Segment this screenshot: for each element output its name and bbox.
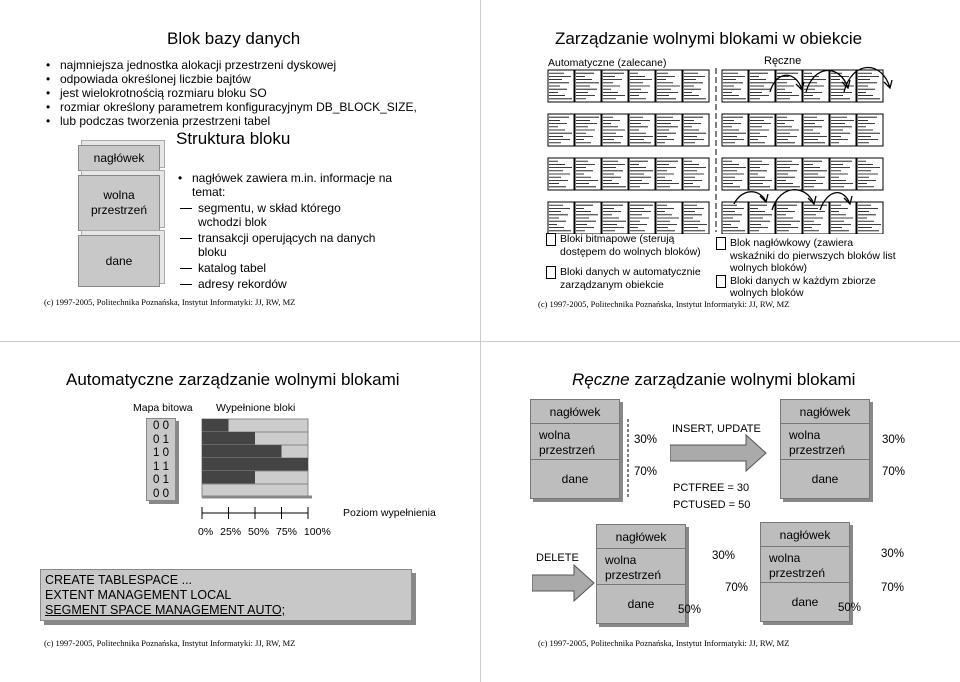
block-free-space: wolna przestrzeń (531, 424, 619, 460)
blocks-diagram (544, 64, 904, 234)
sql-line: CREATE TABLESPACE ... (45, 573, 193, 587)
footer: (c) 1997-2005, Politechnika Poznańska, Instytut Informatyki: JJ, RW, MZ (44, 297, 296, 307)
sql-line: EXTENT MANAGEMENT LOCAL (45, 588, 232, 602)
slide-title: Automatyczne zarządzanie wolnymi blokami (66, 370, 400, 389)
note-item: Bloki danych w automatycznie zarządzanym obiekcie (546, 266, 711, 291)
block-free-space: wolna przestrzeń (761, 547, 849, 583)
axis-tick: 0% (198, 526, 214, 538)
sql-box (40, 569, 412, 621)
pct-free: 30% (882, 434, 906, 446)
delete-label: DELETE (536, 552, 579, 564)
pct-threshold: 50% (838, 602, 862, 614)
block-data: dane (561, 472, 589, 486)
bitmap-row: 0 0 (153, 420, 169, 432)
block-header: nagłówek (78, 145, 160, 171)
bitmap-row: 1 0 (153, 447, 169, 459)
block-free-space: wolna przestrzeń (597, 549, 685, 585)
block-after-delete (596, 524, 686, 624)
note-item: Blok nagłówkowy (zawiera wskaźniki do pierwszych bloków list wolnych bloków) (716, 237, 896, 275)
block-header: nagłówek (761, 523, 849, 547)
block-after-insert (780, 399, 870, 499)
bracket-lines (626, 419, 636, 499)
block-free-space: wolna przestrzeń (78, 175, 160, 231)
block-final (760, 522, 850, 622)
axis-tick: 75% (275, 526, 297, 538)
fill-levels-chart (190, 413, 340, 543)
axis-tick: 50% (248, 526, 270, 538)
pct-used: 70% (882, 466, 906, 478)
fill-bar (202, 458, 308, 471)
bitmap-label: Mapa bitowa (133, 402, 193, 414)
footer: (c) 1997-2005, Politechnika Poznańska, Instytut Informatyki: JJ, RW, MZ (538, 299, 790, 309)
pct-used: 70% (725, 582, 749, 594)
block-header: nagłówek (781, 400, 869, 424)
bullet-item: • rozmiar określony parametrem konfiguracyjnym DB_BLOCK_SIZE, (44, 100, 444, 114)
note-marker-icon (546, 266, 556, 279)
header-info (176, 171, 416, 291)
header-item: katalog tabel (176, 261, 386, 275)
header-item: transakcji operujących na danych bloku (176, 231, 386, 259)
slide-title: Blok bazy danych (167, 29, 301, 48)
notes-right (716, 237, 896, 300)
axis-ticks (198, 526, 331, 538)
bitmap-row: 1 1 (153, 460, 169, 473)
footer: (c) 1997-2005, Politechnika Poznańska, Instytut Informatyki: JJ, RW, MZ (44, 638, 296, 648)
note-marker-icon (716, 237, 726, 250)
note-marker-icon (716, 275, 726, 288)
axis-tick: 25% (220, 526, 242, 538)
label-automatic: Automatyczne (zalecane) (548, 57, 667, 69)
header-info-bullet: • nagłówek zawiera m.in. informacje na temat: (176, 171, 416, 199)
bullet-item: • jest wielokrotnością rozmiaru bloku SO (44, 86, 444, 100)
slide-title: Zarządzanie wolnymi blokami w obiekcie (555, 29, 863, 48)
note-marker-icon (546, 233, 556, 246)
manual-blocks-grid (722, 70, 883, 234)
pct-free: 30% (634, 434, 658, 446)
slide-manual (480, 341, 960, 682)
block-free-space: wolna przestrzeń (781, 424, 869, 460)
pct-free: 30% (712, 550, 736, 562)
block-header: nagłówek (531, 400, 619, 424)
operation-label: INSERT, UPDATE (672, 423, 761, 435)
slide-block (0, 0, 480, 341)
header-item: segmentu, w skład którego wchodzi blok (176, 201, 386, 229)
fill-bar (202, 471, 255, 484)
fill-row (202, 484, 308, 497)
fill-bar (202, 445, 282, 458)
slide-title: Ręczne zarządzanie wolnymi blokami (572, 370, 856, 389)
bullet-item: • najmniejsza jednostka alokacji przestrzeni dyskowej (44, 58, 444, 72)
note-item: Bloki danych w każdym zbiorze wolnych bloków (716, 275, 896, 300)
fill-bar (202, 419, 229, 432)
insert-arrow-icon (670, 433, 780, 473)
pct-used: 70% (881, 582, 905, 594)
bitmap-row: 0 0 (153, 487, 169, 500)
bitmap-row: 0 1 (153, 474, 169, 486)
pctfree-label: PCTFREE = 30 (673, 482, 750, 494)
header-item: adresy rekordów (176, 277, 386, 291)
block-header: nagłówek (597, 525, 685, 549)
axis-tick: 100% (303, 526, 331, 538)
notes-left (546, 233, 711, 291)
slide-free-blocks (480, 0, 960, 341)
block-data: dane (78, 235, 160, 287)
pct-free: 30% (881, 548, 905, 560)
subtitle: Struktura bloku (176, 129, 291, 148)
footer: (c) 1997-2005, Politechnika Poznańska, Instytut Informatyki: JJ, RW, MZ (538, 638, 790, 648)
label-manual: Ręczne (764, 55, 802, 67)
bullet-continuation: • lub podczas tworzenia przestrzeni tabel (44, 114, 444, 128)
axis-label: Poziom wypełnienia (343, 507, 436, 519)
slide-automatic (0, 341, 480, 682)
bullet-list (44, 58, 444, 128)
note-item: Bloki bitmapowe (sterują dostępem do wolnych bloków) (546, 233, 711, 258)
fill-label: Wypełnione bloki (216, 402, 296, 414)
bitmap-row: 0 1 (153, 433, 169, 446)
pct-threshold: 50% (678, 604, 702, 616)
block-before (530, 399, 620, 499)
delete-arrow-icon (532, 563, 602, 603)
block-data: dane (811, 472, 839, 486)
automatic-blocks-grid (548, 70, 709, 234)
bitmap-table (146, 418, 176, 501)
bullet-item: • odpowiada określonej liczbie bajtów (44, 72, 444, 86)
pctused-label: PCTUSED = 50 (673, 499, 751, 511)
sql-line: SEGMENT SPACE MANAGEMENT AUTO; (45, 603, 286, 617)
pct-used: 70% (634, 466, 658, 478)
block-data: dane (627, 597, 655, 611)
block-data: dane (791, 595, 819, 609)
fill-bar (202, 432, 255, 445)
